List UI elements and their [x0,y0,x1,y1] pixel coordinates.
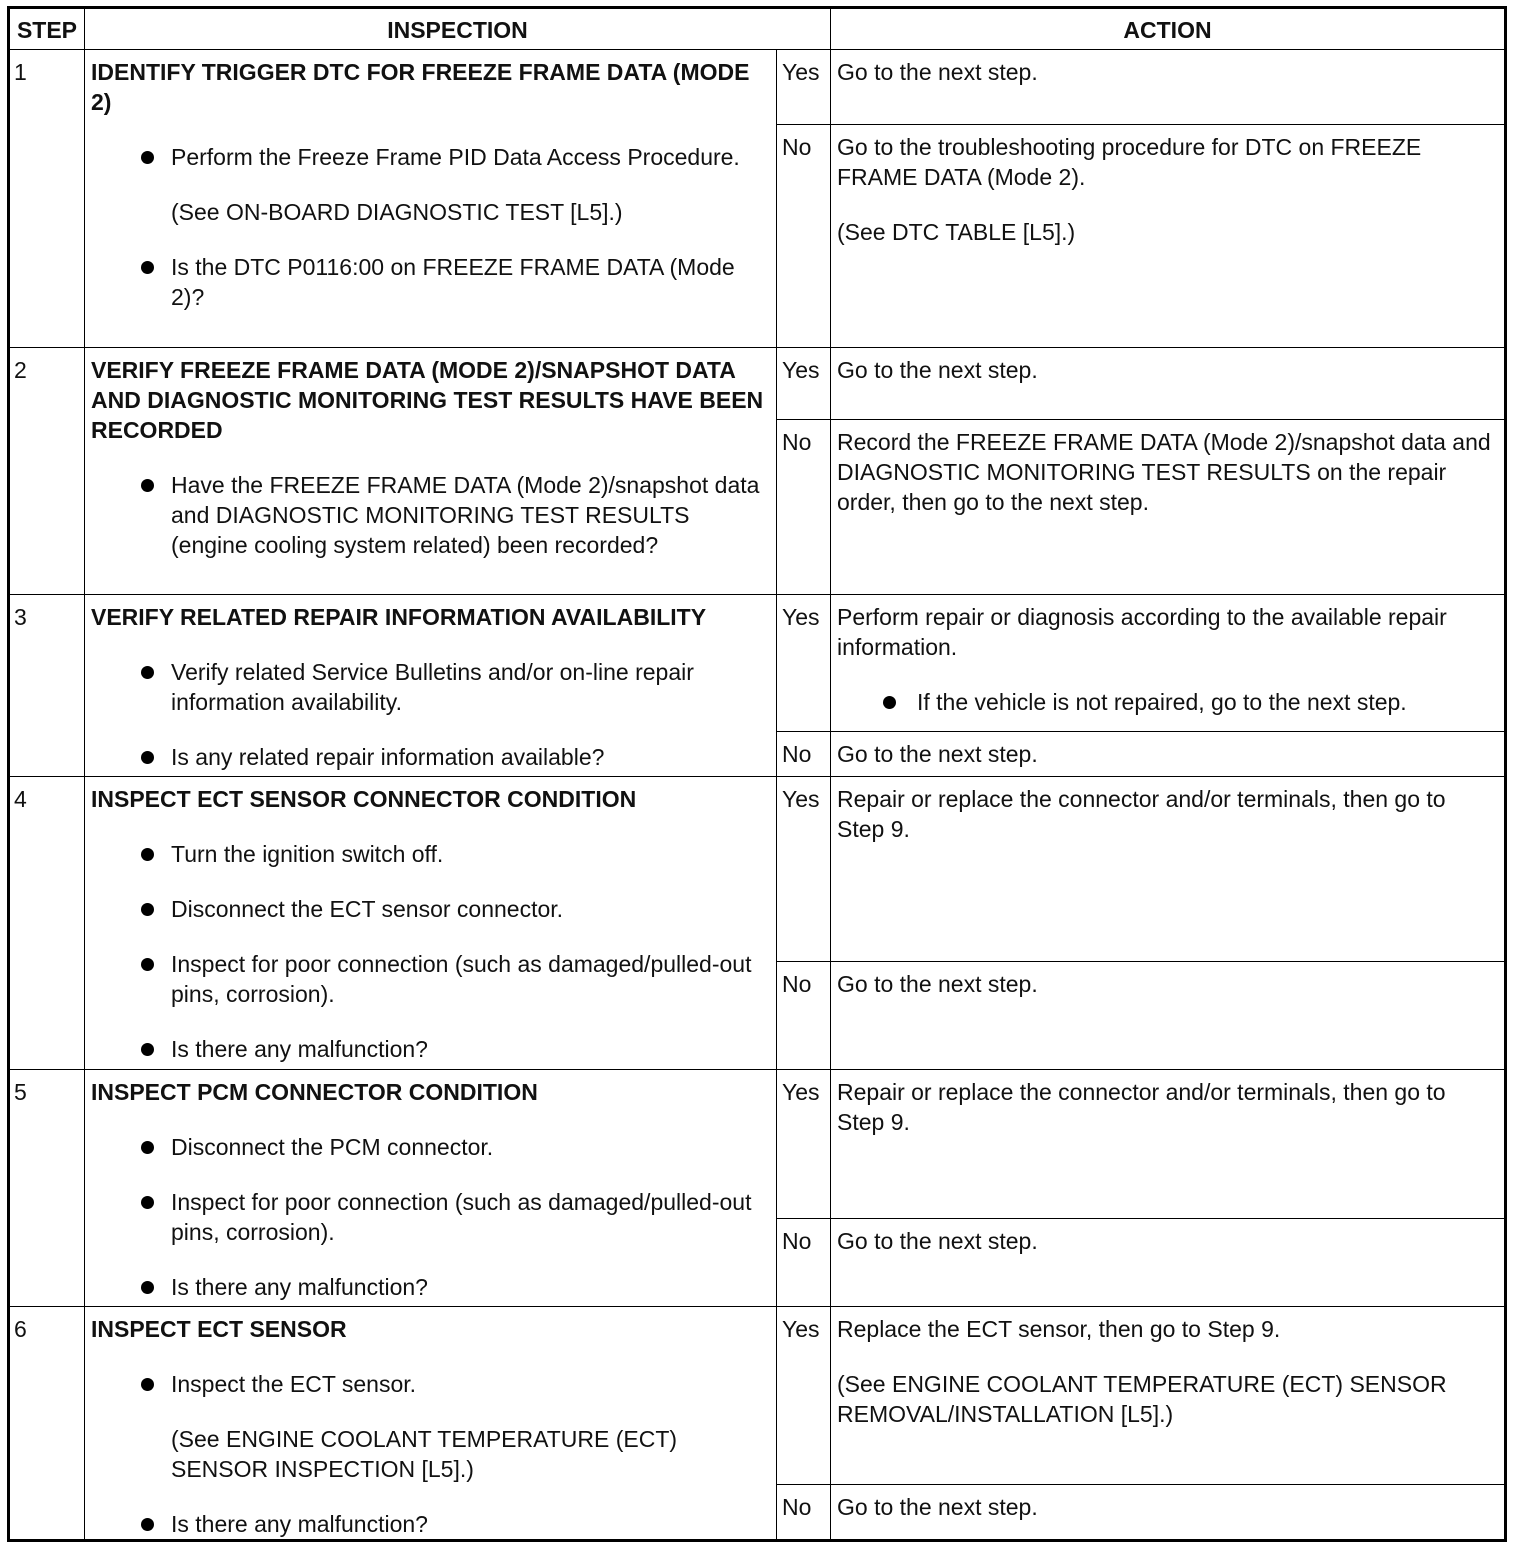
step-number: 1 [10,50,85,348]
yes-label: Yes [777,777,831,962]
inspection-bullet: Turn the ignition switch off. [91,839,770,869]
inspection-cell [85,50,777,348]
inspection-question: Is the DTC P0116:00 on FREEZE FRAME DATA (Mode 2)? [91,252,770,312]
diagnostic-procedure-table [7,6,1507,1542]
step-number: 3 [10,595,85,777]
yes-action [831,595,1504,732]
header-action: ACTION [831,9,1504,50]
inspection-question: Have the FREEZE FRAME DATA (Mode 2)/snapshot data and DIAGNOSTIC MONITORING TEST RESULTS (engine cooling system related) been recorded? [91,470,770,560]
no-label: No [777,1485,831,1539]
yes-label: Yes [777,348,831,420]
inspection-cell [85,348,777,595]
inspection-cell [85,1070,777,1307]
yes-label: Yes [777,1307,831,1485]
inspection-reference: (See ENGINE COOLANT TEMPERATURE (ECT) SENSOR INSPECTION [L5].) [171,1426,678,1482]
no-label: No [777,420,831,595]
inspection-bullet: Disconnect the PCM connector. [91,1132,770,1162]
inspection-cell [85,595,777,777]
step-title: INSPECT ECT SENSOR [91,1316,347,1342]
no-action: Go to the next step. [837,1494,1038,1520]
yes-action-bullet: If the vehicle is not repaired, go to the next step. [837,687,1498,717]
no-action: Go to the next step. [831,732,1504,777]
yes-action-text: Perform repair or diagnosis according to the available repair information. [837,604,1447,660]
inspection-question: Is there any malfunction? [91,1272,770,1302]
inspection-bullet: Verify related Service Bulletins and/or on-line repair information availability. [91,657,770,717]
inspection-cell [85,1307,777,1539]
inspection-question: Is there any malfunction? [91,1509,770,1539]
step-number: 6 [10,1307,85,1539]
no-action: Go to the next step. [831,962,1504,1070]
yes-action-reference: (See ENGINE COOLANT TEMPERATURE (ECT) SENSOR REMOVAL/INSTALLATION [L5].) [837,1371,1447,1427]
no-label: No [777,962,831,1070]
inspection-bullet: Perform the Freeze Frame PID Data Access Procedure. [91,142,770,172]
inspection-cell [85,777,777,1070]
no-action-reference: (See DTC TABLE [L5].) [837,219,1076,245]
yes-label: Yes [777,1070,831,1219]
step-title: VERIFY FREEZE FRAME DATA (MODE 2)/SNAPSHOT DATA AND DIAGNOSTIC MONITORING TEST RESULTS HAVE BEEN RECORDED [91,357,764,443]
yes-label: Yes [777,50,831,125]
inspection-question: Is there any malfunction? [91,1034,770,1064]
header-step: STEP [10,9,85,50]
step-number: 2 [10,348,85,595]
no-action-text: Go to the troubleshooting procedure for DTC on FREEZE FRAME DATA (Mode 2). [837,134,1422,190]
inspection-bullet: Inspect the ECT sensor. [91,1369,770,1399]
step-title: INSPECT PCM CONNECTOR CONDITION [91,1079,538,1105]
step-title: VERIFY RELATED REPAIR INFORMATION AVAILABILITY [91,604,707,630]
yes-action: Repair or replace the connector and/or terminals, then go to Step 9. [831,1070,1504,1219]
yes-action [831,1307,1504,1485]
no-label: No [777,732,831,777]
no-action [831,125,1504,348]
yes-label: Yes [777,595,831,732]
yes-action: Go to the next step. [831,348,1504,420]
step-title: IDENTIFY TRIGGER DTC FOR FREEZE FRAME DATA (MODE 2) [91,59,750,115]
yes-action-text: Replace the ECT sensor, then go to Step 9. [837,1316,1281,1342]
header-inspection: INSPECTION [85,9,831,50]
step-title: INSPECT ECT SENSOR CONNECTOR CONDITION [91,786,637,812]
no-action: Record the FREEZE FRAME DATA (Mode 2)/snapshot data and DIAGNOSTIC MONITORING TEST RESULTS on the repair order, then go to the next step. [831,420,1504,595]
yes-action: Repair or replace the connector and/or terminals, then go to Step 9. [831,777,1504,962]
step-number: 5 [10,1070,85,1307]
inspection-bullet: Disconnect the ECT sensor connector. [91,894,770,924]
inspection-question: Is any related repair information available? [91,742,770,772]
yes-action: Go to the next step. [831,50,1504,125]
inspection-bullet: Inspect for poor connection (such as damaged/pulled-out pins, corrosion). [91,949,770,1009]
no-label: No [777,125,831,348]
inspection-reference: (See ON-BOARD DIAGNOSTIC TEST [L5].) [171,199,623,225]
no-action: Go to the next step. [831,1219,1504,1307]
inspection-bullet: Inspect for poor connection (such as damaged/pulled-out pins, corrosion). [91,1187,770,1247]
no-label: No [777,1219,831,1307]
step-number: 4 [10,777,85,1070]
